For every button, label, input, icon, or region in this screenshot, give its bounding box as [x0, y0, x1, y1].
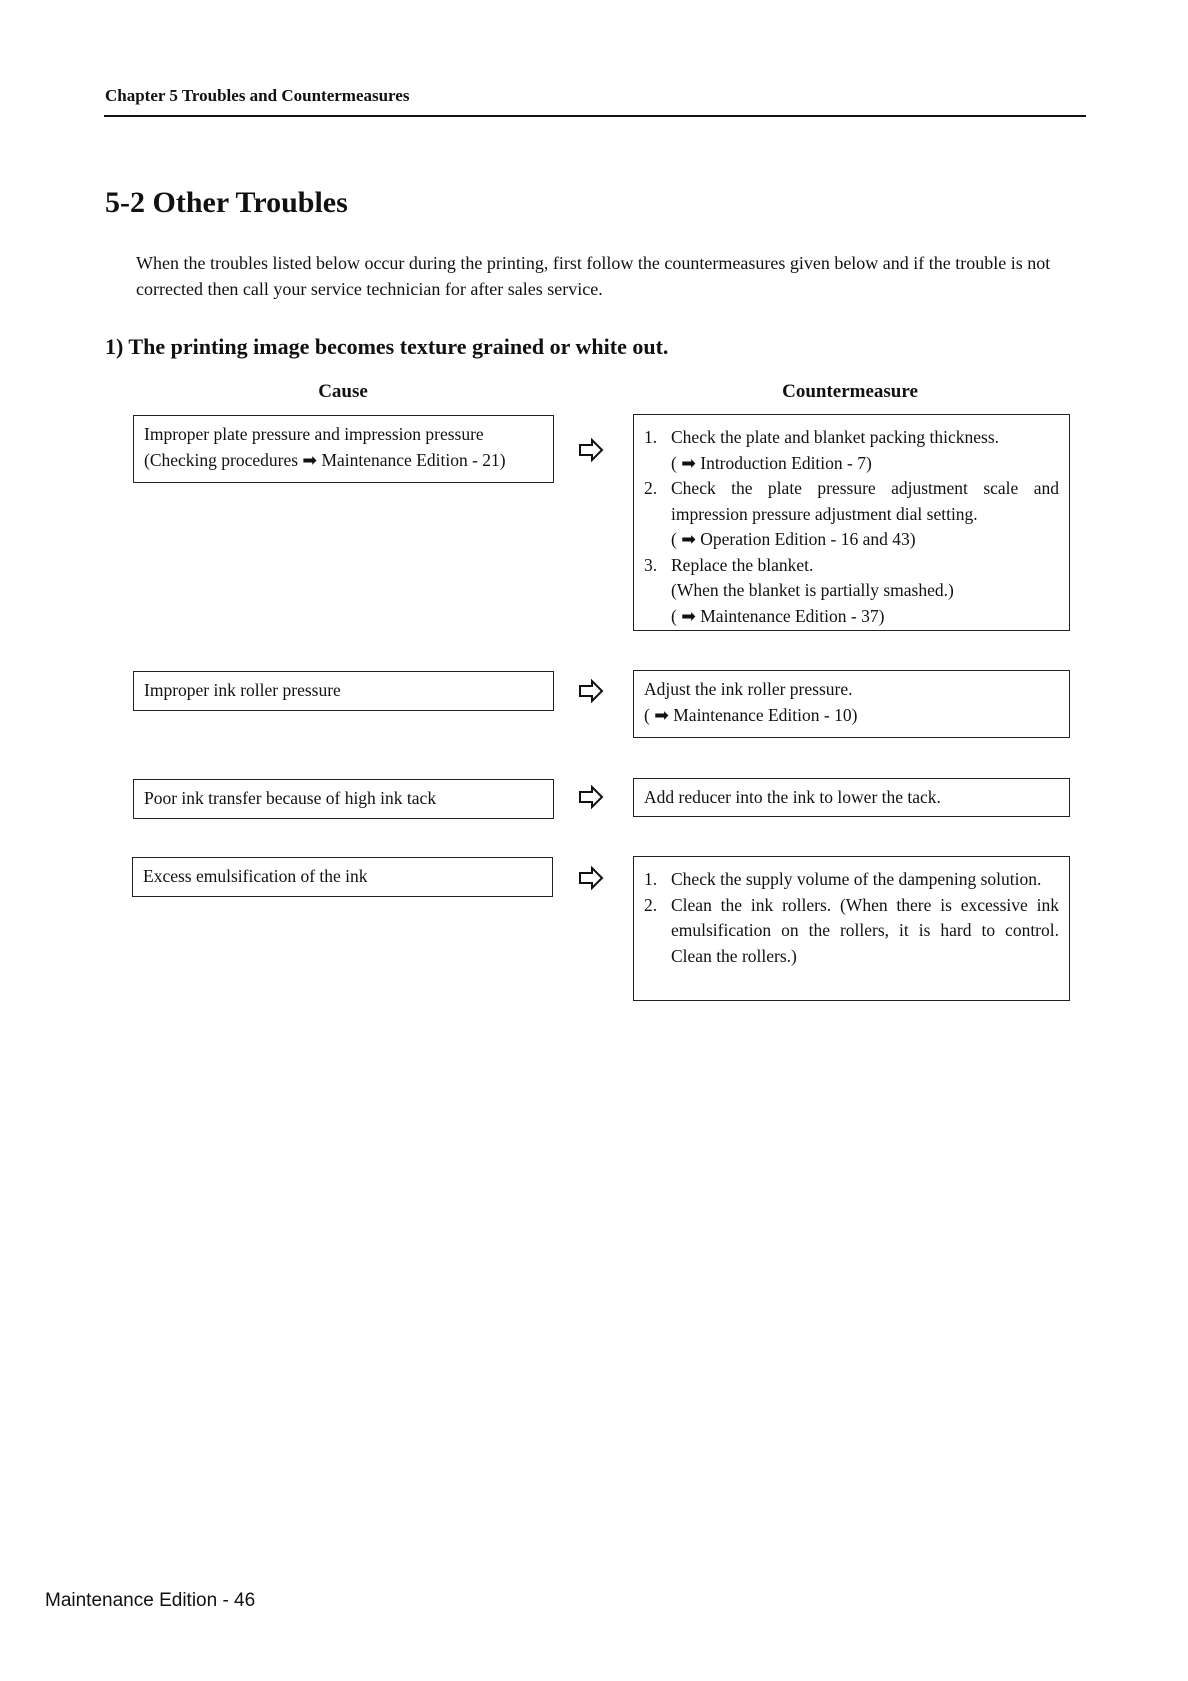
right-arrow-icon — [578, 679, 604, 703]
cause-box — [133, 671, 554, 711]
page-footer: Maintenance Edition - 46 — [45, 1590, 256, 1611]
cause-line: Improper plate pressure and impression pressure — [144, 424, 484, 444]
intro-paragraph: When the troubles listed below occur during the printing, first follow the countermeasures given below and if the trouble is not corrected then call your service technician for after sales service. — [136, 253, 1051, 299]
section-title: 5-2 Other Troubles — [105, 186, 348, 219]
measure-item: 2. Clean the ink rollers. (When there is excessive ink emulsification on the rollers, it is hard to control. Clean the rollers.) — [644, 894, 1059, 966]
measure-line: Adjust the ink roller pressure. — [644, 679, 853, 699]
cause-box — [133, 415, 554, 483]
cause-line: (Checking procedures ➡ Maintenance Edition - 21) — [144, 449, 506, 470]
measure-item: 2. Check the plate pressure adjustment scale and impression pressure adjustment dial setting. ( ➡ Operation Edition - 16 and 43) — [644, 478, 1059, 549]
cause-box — [132, 857, 553, 897]
measure-item: 1. Check the supply volume of the dampening solution. — [644, 869, 1042, 889]
countermeasure-box — [633, 414, 1070, 631]
chapter-header: Chapter 5 Troubles and Countermeasures — [105, 86, 410, 105]
header-rule — [104, 115, 1086, 117]
measure-item: 3. Replace the blanket. (When the blanket is partially smashed.) ( ➡ Maintenance Edition - 37) — [644, 554, 954, 626]
right-arrow-icon — [578, 866, 604, 890]
countermeasure-box — [633, 670, 1070, 738]
countermeasure-heading: Countermeasure — [782, 381, 918, 402]
right-arrow-icon — [578, 438, 604, 462]
cause-box — [133, 779, 554, 819]
countermeasure-box — [633, 856, 1070, 1001]
measure-item: 1. Check the plate and blanket packing thickness. ( ➡ Introduction Edition - 7) — [644, 427, 1000, 473]
countermeasure-box — [633, 778, 1070, 817]
cause-line: Excess emulsification of the ink — [143, 866, 368, 886]
cause-heading: Cause — [318, 381, 368, 402]
right-arrow-icon — [578, 785, 604, 809]
cause-line: Poor ink transfer because of high ink tack — [144, 788, 437, 808]
cause-line: Improper ink roller pressure — [144, 680, 341, 700]
subsection-title: 1) The printing image becomes texture grained or white out. — [105, 334, 669, 359]
measure-line: ( ➡ Maintenance Edition - 10) — [644, 704, 858, 725]
measure-line: Add reducer into the ink to lower the tack. — [644, 787, 941, 807]
